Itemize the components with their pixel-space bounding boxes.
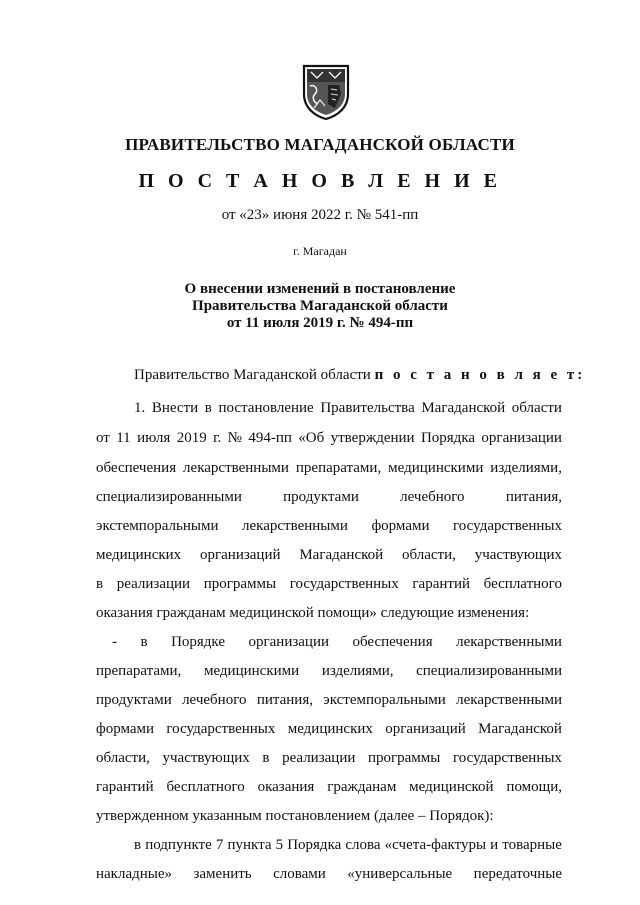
body-line: продуктами лечебного питания, экстемпоральными лекарственными xyxy=(96,692,562,708)
body-line: формами государственных медицинских организаций Магаданской xyxy=(96,721,562,737)
coat-of-arms-icon xyxy=(301,64,351,120)
subject-line: О внесении изменений в постановление xyxy=(184,281,456,297)
document-place: г. Магадан xyxy=(293,244,347,258)
body-line: оказания гражданам медицинской помощи» следующие изменения: xyxy=(96,605,530,621)
body-line: накладные» заменить словами «универсальные передаточные xyxy=(96,866,562,882)
body-line: гарантий бесплатного оказания гражданам медицинской помощи, xyxy=(96,779,562,795)
document-subject xyxy=(0,281,640,332)
body-line: - в Порядке организации обеспечения лекарственными xyxy=(112,634,562,650)
body-line: препаратами, медицинскими изделиями, специализированными xyxy=(96,663,562,679)
body-line: 1. Внести в постановление Правительства Магаданской области xyxy=(134,400,562,416)
body-line: обеспечения лекарственными препаратами, медицинскими изделиями, xyxy=(96,460,562,476)
body-line: экстемпоральными лекарственными формами государственных xyxy=(96,518,562,534)
subject-line: Правительства Магаданской области xyxy=(192,298,448,314)
body-line: в подпункте 7 пункта 5 Порядка слова «счета-фактуры и товарные xyxy=(134,837,562,853)
government-title: ПРАВИТЕЛЬСТВО МАГАДАНСКОЙ ОБЛАСТИ xyxy=(125,135,515,154)
intro-text: Правительство Магаданской области xyxy=(134,367,371,383)
resolution-intro xyxy=(134,367,585,384)
body-line: специализированными продуктами лечебного питания, xyxy=(96,489,562,505)
document-date-number: от «23» июня 2022 г. № 541-пп xyxy=(221,207,419,223)
intro-keyword: п о с т а н о в л я е т: xyxy=(374,367,586,383)
body-line: в реализации программы государственных гарантий бесплатного xyxy=(96,576,562,592)
body-line: медицинских организаций Магаданской области, участвующих xyxy=(96,547,562,563)
body-line: области, участвующих в реализации программы государственных xyxy=(96,750,562,766)
document-type: П О С Т А Н О В Л Е Н И Е xyxy=(138,170,502,192)
subject-line: от 11 июля 2019 г. № 494-пп xyxy=(226,315,414,331)
body-line: утвержденном указанным постановлением (далее – Порядок): xyxy=(96,808,494,824)
body-line: от 11 июля 2019 г. № 494-пп «Об утверждении Порядка организации xyxy=(96,430,562,446)
